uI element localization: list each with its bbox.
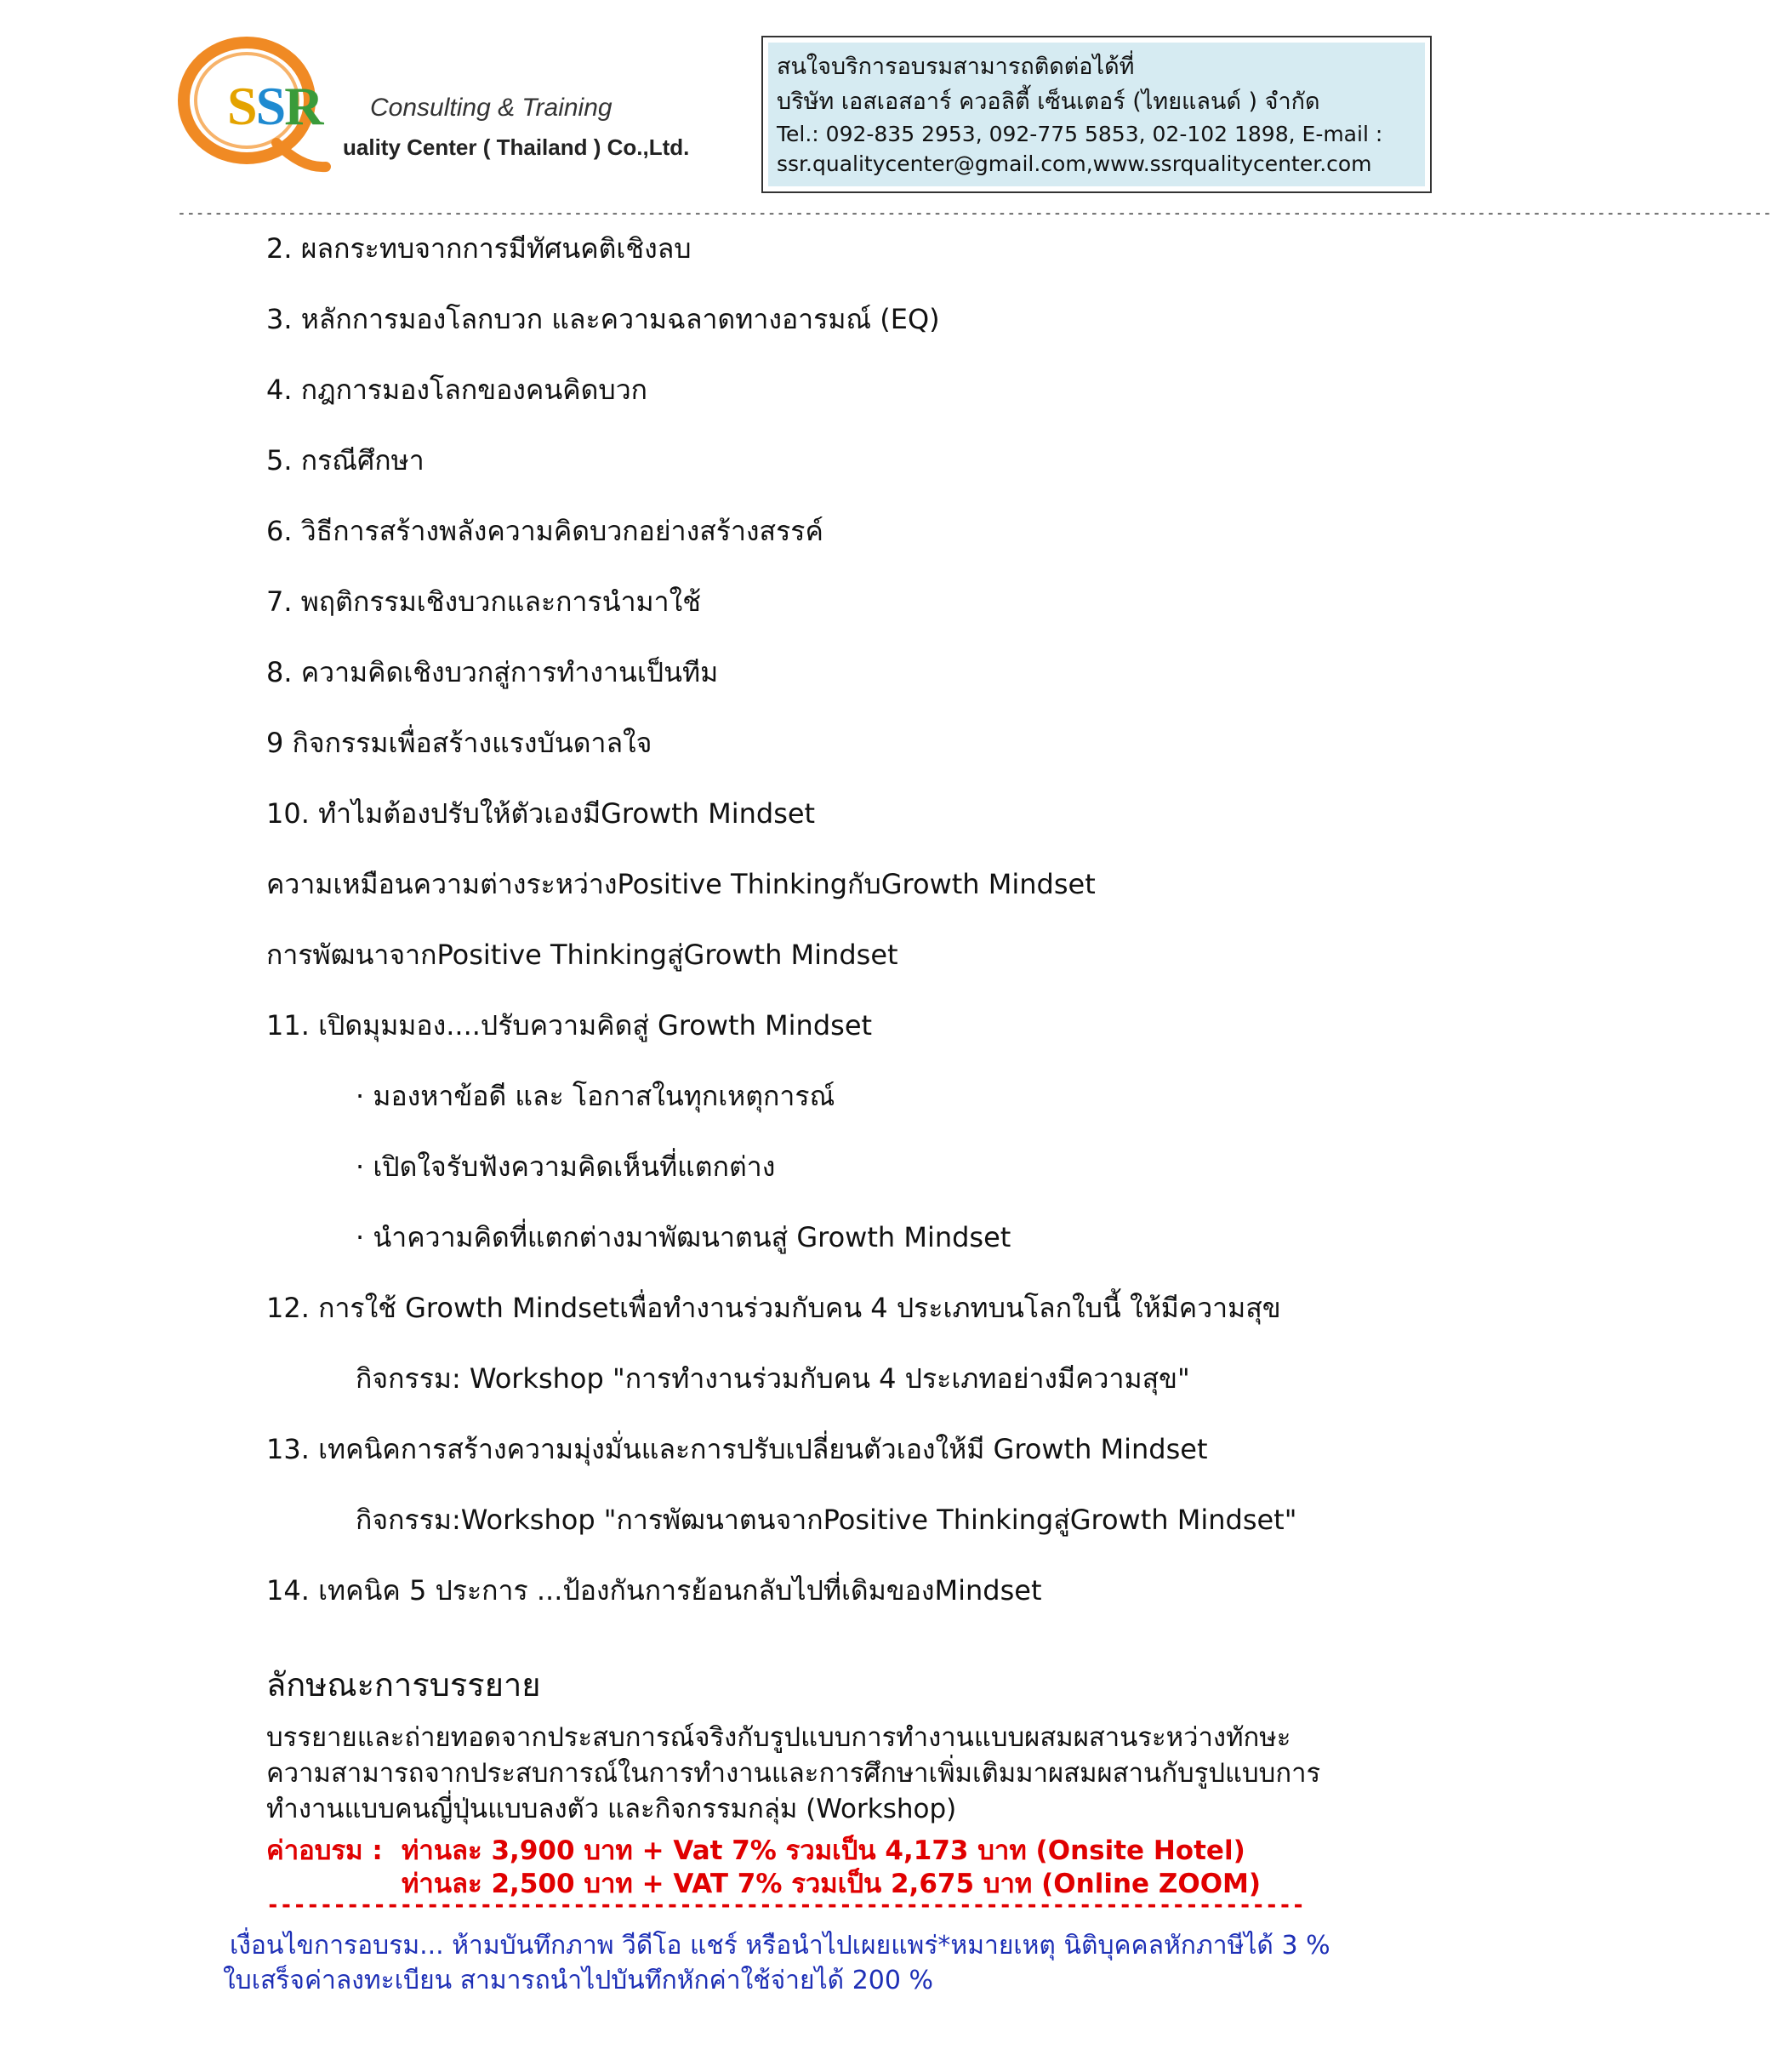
outline-item: 10. ทำไมต้องปรับให้ตัวเองมีGrowth Mindset (266, 797, 816, 830)
company-logo (174, 34, 736, 183)
outline-item: 6. วิธีการสร้างพลังความคิดบวกอย่างสร้างสรรค์ (266, 515, 823, 547)
logo-mark: SSR (227, 76, 322, 136)
method-paragraph (266, 1720, 1389, 1827)
contact-line-2: บริษัท เอสเอสอาร์ ควอลิตี้ เซ็นเตอร์ (ไทยแลนด์ ) จำกัด (777, 88, 1320, 115)
outline-item: 9 กิจกรรมเพื่อสร้างแรงบันดาลใจ (266, 727, 652, 759)
logo-tagline: Consulting & Training (370, 94, 613, 122)
contact-line-1: สนใจบริการอบรมสามารถติดต่อได้ที่ (777, 54, 1135, 80)
bullet-item: · เปิดใจรับฟังความคิดเห็นที่แตกต่าง (356, 1150, 776, 1183)
outline-item: 3. หลักการมองโลกบวก และความฉลาดทางอารมณ์ (EQ) (266, 303, 940, 335)
contact-box (761, 36, 1432, 193)
outline-item: 5. กรณีศึกษา (266, 444, 424, 477)
method-line: บรรยายและถ่ายทอดจากประสบการณ์จริงกับรูปแบบการทำงานแบบผสมผสานระหว่างทักษะ (266, 1722, 1291, 1753)
method-line: ทำงานแบบคนญี่ปุ่นแบบลงตัว และกิจกรรมกลุ่ม (Workshop) (266, 1794, 957, 1824)
fee-online: ท่านละ 2,500 บาท + VAT 7% รวมเป็น 2,675 บาท (Online ZOOM) (402, 1869, 1262, 1899)
outline-item: 2. ผลกระทบจากการมีทัศนคติเชิงลบ (266, 232, 692, 265)
outline-item: การพัฒนาจากPositive Thinkingสู่Growth Mindset (266, 939, 898, 971)
contact-box-inner (768, 43, 1425, 186)
contact-line-3: Tel.: 092-835 2953, 092-775 5853, 02-102 1898, E-mail : (777, 122, 1383, 146)
method-line: ความสามารถจากประสบการณ์ในการทำงานและการศึกษาเพิ่มเติมมาผสมผสานกับรูปแบบการ (266, 1758, 1321, 1789)
header-divider: ----------------------------------------------------------------------------------------------------------------------------------------------------------------------------- (177, 204, 1772, 222)
conditions-line-2: ใบเสร็จค่าลงทะเบียน สามารถนำไปบันทึกหักค่าใช้จ่ายได้ 200 % (223, 1966, 934, 1995)
method-heading: ลักษณะการบรรยาย (266, 1666, 541, 1704)
logo-company-name: uality Center ( Thailand ) Co.,Ltd. (343, 134, 690, 160)
fee-label: ค่าอบรม : (266, 1835, 383, 1866)
outline-item: 4. กฎการมองโลกของคนคิดบวก (266, 374, 648, 406)
outline-item: ความเหมือนความต่างระหว่างPositive ThinkingกับGrowth Mindset (266, 868, 1096, 900)
activity-13: กิจกรรม:Workshop "การพัฒนาตนจากPositive Thinkingสู่Growth Mindset" (356, 1504, 1297, 1536)
conditions-line-1: เงื่อนไขการอบรม... ห้ามบันทึกภาพ วีดีโอ แชร์ หรือนำไปเผยแพร่*หมายเหตุ นิติบุคคลหักภาษีได้ 3 % (230, 1931, 1330, 1961)
outline-item-12: 12. การใช้ Growth Mindsetเพื่อทำงานร่วมกับคน 4 ประเภทบนโลกใบนี้ ให้มีความสุข (266, 1292, 1281, 1324)
outline-item-14: 14. เทคนิค 5 ประการ ...ป้องกันการย้อนกลับไปที่เดิมของMindset (266, 1574, 1042, 1607)
outline-item: 7. พฤติกรรมเชิงบวกและการนำมาใช้ (266, 585, 701, 618)
fee-divider: ------------------------------------------------------------------------------ (266, 1892, 1305, 1918)
outline-item-13: 13. เทคนิคการสร้างความมุ่งมั่นและการปรับเปลี่ยนตัวเองให้มี Growth Mindset (266, 1433, 1208, 1465)
fee-onsite: ท่านละ 3,900 บาท + Vat 7% รวมเป็น 4,173 บาท (Onsite Hotel) (402, 1835, 1245, 1866)
activity-12: กิจกรรม: Workshop "การทำงานร่วมกับคน 4 ประเภทอย่างมีความสุข" (356, 1362, 1190, 1395)
outline-item: 11. เปิดมุมมอง....ปรับความคิดสู่ Growth Mindset (266, 1009, 873, 1042)
bullet-item: · นำความคิดที่แตกต่างมาพัฒนาตนสู่ Growth Mindset (356, 1221, 1011, 1253)
outline-item: 8. ความคิดเชิงบวกสู่การทำงานเป็นทีม (266, 656, 719, 688)
contact-line-4: ssr.qualitycenter@gmail.com,www.ssrqualitycenter.com (777, 151, 1372, 176)
bullet-item: · มองหาข้อดี และ โอกาสในทุกเหตุการณ์ (356, 1080, 835, 1112)
